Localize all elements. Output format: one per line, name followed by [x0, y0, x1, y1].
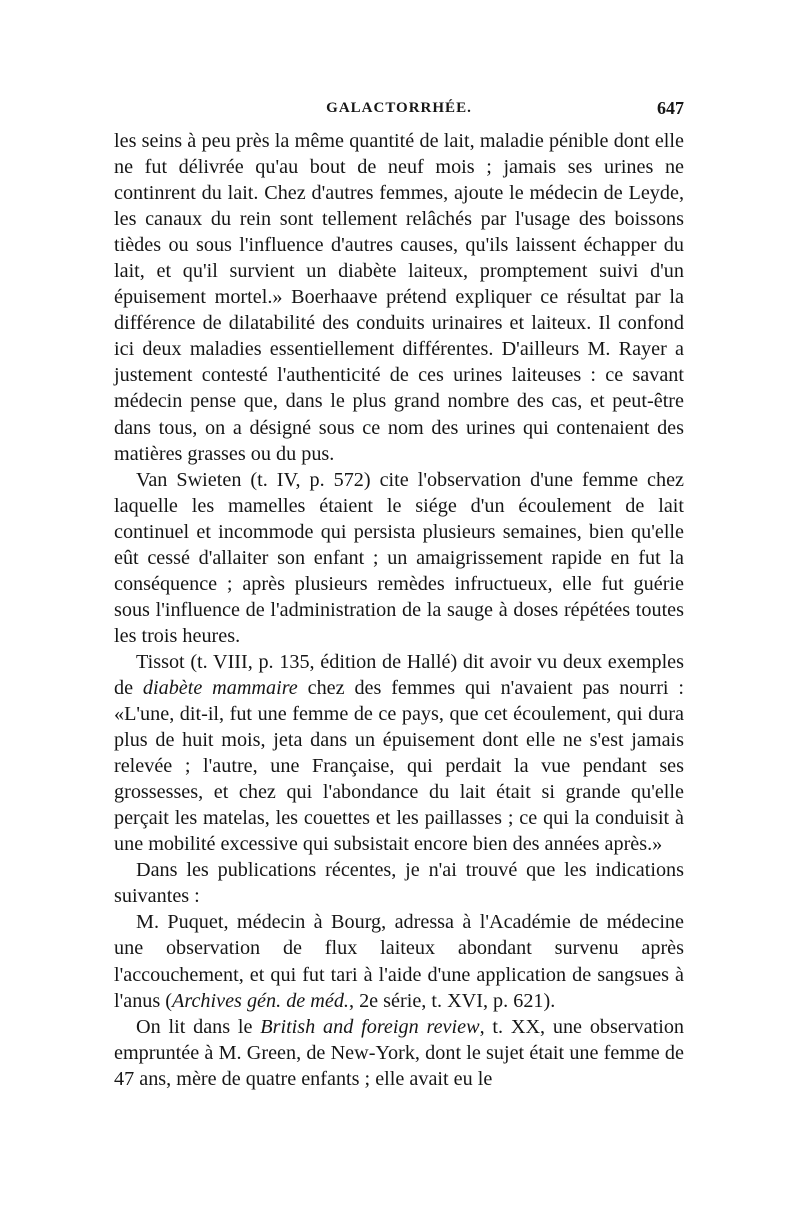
paragraph-text: , t. XX, une observation empruntée à M. Green, de New-York, dont le sujet était une femme de 47 ans, mère de quatre enfants ; elle avait eu le [114, 1015, 685, 1090]
paragraph-text: M. Puquet, médecin à Bourg, adressa à l'Académie de médecine une observation de flux laiteux abondant survenu après l'accouchement, et qui fut tari à l'aide d'une application de sangsues à l'anus ( [114, 911, 684, 1012]
running-title: GALACTORRHÉE. [326, 100, 472, 116]
paragraph-green [114, 1014, 684, 1092]
italic-term: diabète mammaire [142, 676, 298, 699]
page-number: 647 [657, 98, 684, 118]
paragraph-text: On lit dans le [136, 1015, 261, 1038]
running-head [114, 96, 684, 122]
paragraph-puquet [114, 909, 684, 1013]
paragraph-publications: Dans les publications récentes, je n'ai trouvé que les indications suivantes : [114, 859, 684, 908]
italic-citation: British and foreign review [260, 1015, 480, 1038]
paragraph-boerhaave: les seins à peu près la même quantité de lait, maladie pénible dont elle ne fut délivrée qu'au bout de neuf mois ; jamais ses urines ne continrent du lait. Chez d'autres femmes, ajoute le médecin de Leyde, les canaux du rein sont tellement relâchés par l'usage des boissons tièdes ou sous l'influence d'autres causes, qu'ils laissent échapper du lait, et qu'il survient un diabète laiteux, promptement suivi d'un épuisement mortel.» Boerhaave prétend expliquer ce résultat par la différence de dilatabilité des conduits urinaires et laiteux. Il confond ici deux maladies essentiellement différentes. D'ailleurs M. Rayer a justement contesté l'authenticité de ces urines laiteuses : ce savant médecin pense que, dans le plus grand nombre des cas, et peut-être dans tous, on a désigné sous ce nom des urines qui contenaient des matières grasses ou du pus. [114, 130, 684, 465]
book-page [114, 96, 684, 1092]
paragraph-van-swieten: Van Swieten (t. IV, p. 572) cite l'observation d'une femme chez laquelle les mamelles étaient le siége d'un écoulement de lait continuel et incommode qui persista plusieurs semaines, bien qu'elle eût cessé d'allaiter son enfant ; un amaigrissement rapide en fut la conséquence ; après plusieurs remèdes infructueux, elle fut guérie sous l'influence de l'administration de la sauge à doses répétées toutes les trois heures. [114, 468, 684, 647]
italic-citation: Archives gén. de méd. [172, 989, 349, 1012]
paragraph-tissot [114, 649, 684, 857]
paragraph-text: , 2e série, t. XVI, p. 621). [348, 989, 556, 1012]
paragraph-text: chez des femmes qui n'avaient pas nourri : «L'une, dit-il, fut une femme de ce pays, que cet écoulement, qui dura plus de huit mois, jeta dans un épuisement dont elle ne s'est jamais relevée ; l'autre, une Française, qui perdait la vue pendant ses grossesses, et chez qui l'abondance du lait était si grande qu'elle perçait les matelas, les couettes et les paillasses ; ce qui la conduisit à une mobilité excessive qui subsistait encore bien des années après.» [114, 676, 684, 856]
paragraph-text: Tissot (t. VIII, p. 135, édition de Hallé) dit avoir vu deux exemples de [114, 650, 684, 699]
